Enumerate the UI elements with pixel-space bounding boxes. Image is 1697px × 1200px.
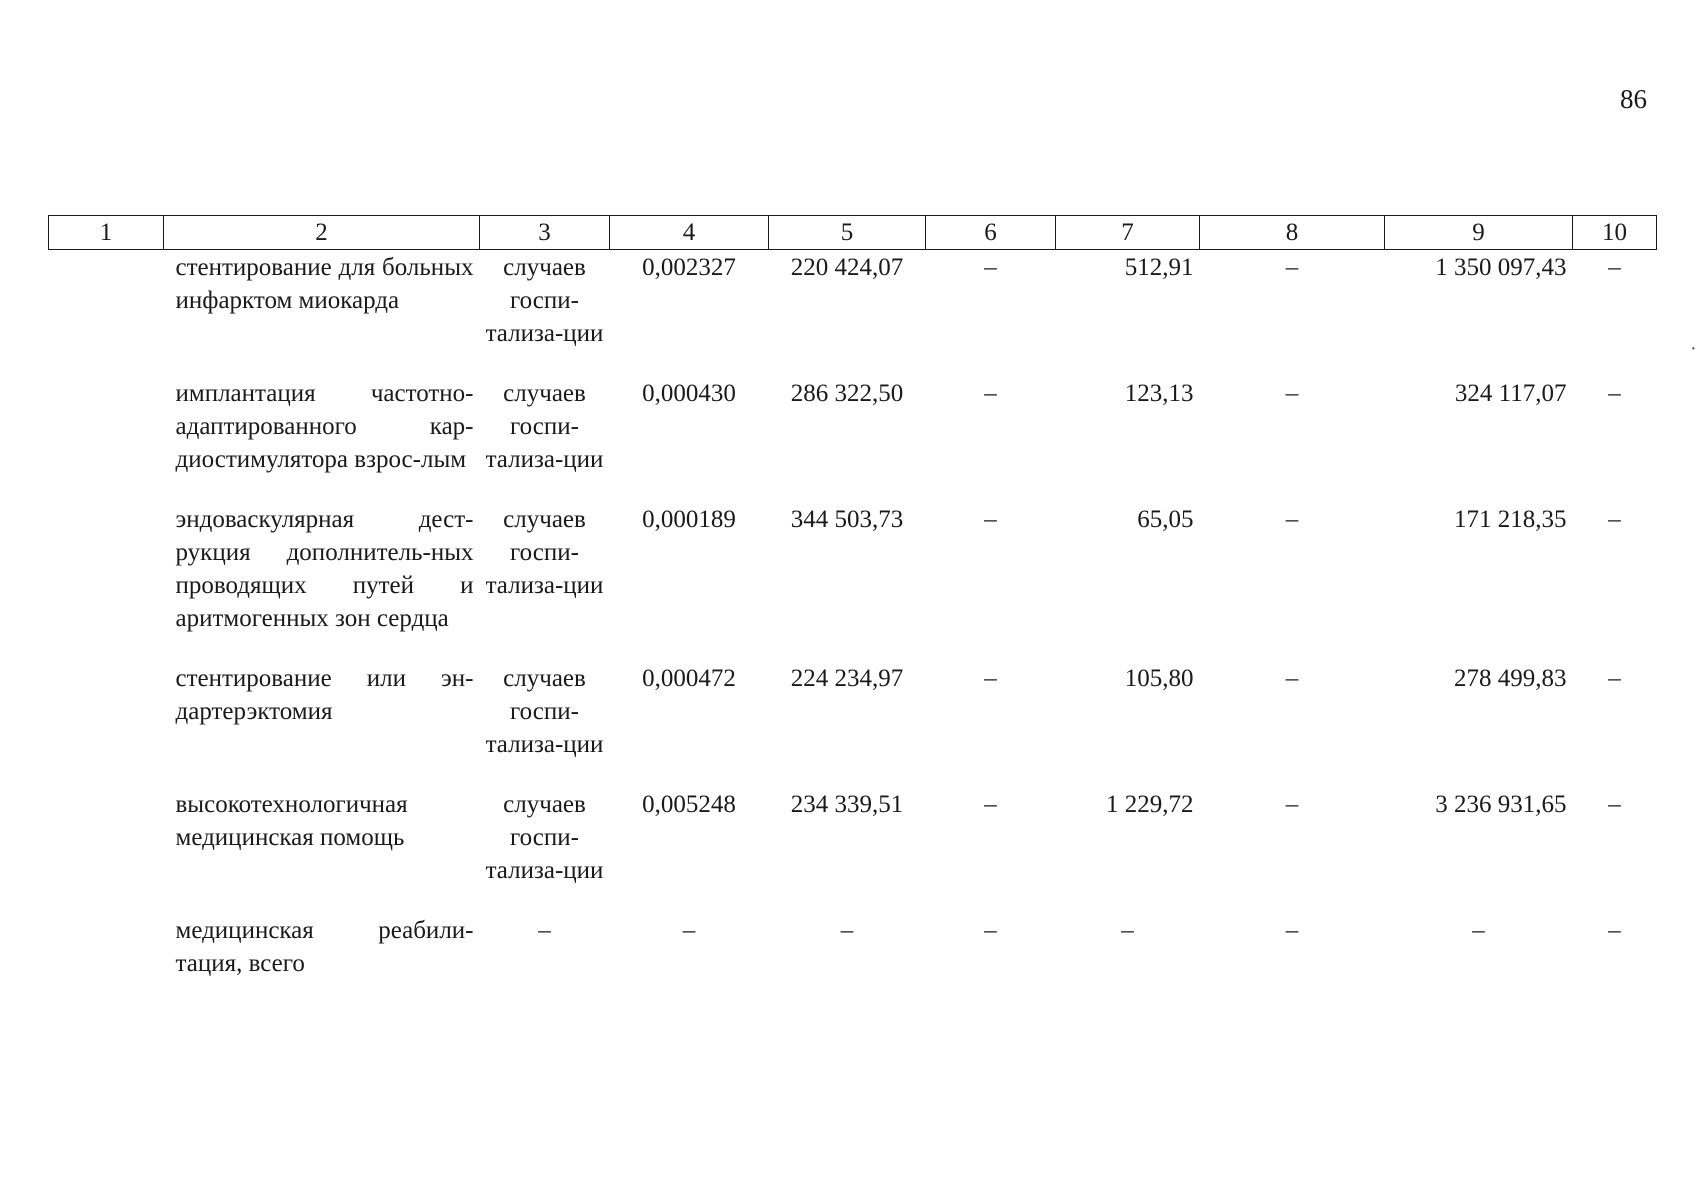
col8-cell: – [1285,665,1299,692]
col5-cell: 234 339,51 [790,791,904,818]
header-col-5: 5 [769,216,926,250]
header-col-6: 6 [926,216,1056,250]
service-name-cell: имплантация частотно-адаптированного кар-диостимулятора взрос-лым [175,380,474,473]
col7-cell: 1 229,72 [1106,791,1194,818]
col4-cell: 0,000472 [642,665,736,692]
col8-cell: – [1285,380,1299,407]
col9-cell: – [1472,917,1485,944]
table-row [49,662,1657,788]
row-number-cell [49,662,164,788]
col5-cell: 286 322,50 [790,380,904,407]
row-number-cell [49,377,164,503]
col8-cell: – [1285,506,1299,533]
col9-cell: 3 236 931,65 [1435,791,1567,818]
col6-cell: – [984,254,997,281]
header-col-3: 3 [480,216,610,250]
col10-cell: – [1608,506,1621,533]
col10-cell: – [1608,254,1621,281]
col5-cell: – [840,917,854,944]
header-col-7: 7 [1056,216,1200,250]
col4-cell: 0,000430 [642,380,736,407]
col6-cell: – [984,506,997,533]
col10-cell: – [1608,791,1621,818]
unit-cell: – [538,917,551,944]
service-name-cell: эндоваскулярная дест-рукция дополнитель-ных проводящих путей и аритмогенных зон сердца [175,506,474,632]
data-table [48,215,1657,1007]
unit-cell: случаев госпи-тализа-ции [485,380,604,473]
col8-cell: – [1285,791,1299,818]
header-col-2: 2 [164,216,480,250]
stray-mark: · [1690,338,1697,360]
col6-cell: – [984,665,997,692]
row-number-cell [49,788,164,914]
col10-cell: – [1608,917,1621,944]
col8-cell: – [1285,917,1299,944]
table-row [49,250,1657,378]
col9-cell: 324 117,07 [1454,380,1567,407]
col9-cell: 1 350 097,43 [1435,254,1567,281]
header-col-4: 4 [610,216,769,250]
col4-cell: 0,005248 [642,791,736,818]
header-col-10: 10 [1573,216,1657,250]
table-row [49,914,1657,1007]
col4-cell: 0,000189 [642,506,736,533]
col8-cell: – [1285,254,1299,281]
col9-cell: 278 499,83 [1454,665,1567,692]
page-number: 86 [1620,84,1647,114]
col9-cell: 171 218,35 [1454,506,1567,533]
unit-cell: случаев госпи-тализа-ции [485,254,604,347]
row-number-cell [49,503,164,662]
col6-cell: – [984,791,997,818]
header-col-9: 9 [1385,216,1573,250]
table-row [49,788,1657,914]
row-number-cell [49,914,164,1007]
col10-cell: – [1608,665,1621,692]
col7-cell: 123,13 [1124,380,1194,407]
unit-cell: случаев госпи-тализа-ции [485,791,604,884]
col7-cell: – [1121,917,1134,944]
service-name-cell: стентирование или эн-дартерэктомия [175,665,474,725]
col5-cell: 220 424,07 [790,254,904,281]
service-name-cell: медицинская реабили-тация, всего [175,917,474,977]
col4-cell: 0,002327 [642,254,736,281]
col5-cell: 224 234,97 [790,665,904,692]
service-name-cell: стентирование для больных инфарктом миокарда [175,254,474,314]
header-row [49,216,1657,250]
row-number-cell [49,250,164,378]
unit-cell: случаев госпи-тализа-ции [485,506,604,599]
col7-cell: 65,05 [1137,506,1194,533]
unit-cell: случаев госпи-тализа-ции [485,665,604,758]
col4-cell: – [682,917,696,944]
col5-cell: 344 503,73 [790,506,904,533]
col6-cell: – [984,380,997,407]
table-row [49,377,1657,503]
header-col-1: 1 [49,216,164,250]
header-col-8: 8 [1200,216,1385,250]
col7-cell: 105,80 [1124,665,1194,692]
service-name-cell: высокотехнологичная медицинская помощь [175,791,408,851]
col10-cell: – [1608,380,1621,407]
col6-cell: – [984,917,997,944]
col7-cell: 512,91 [1124,254,1194,281]
table-row [49,503,1657,662]
